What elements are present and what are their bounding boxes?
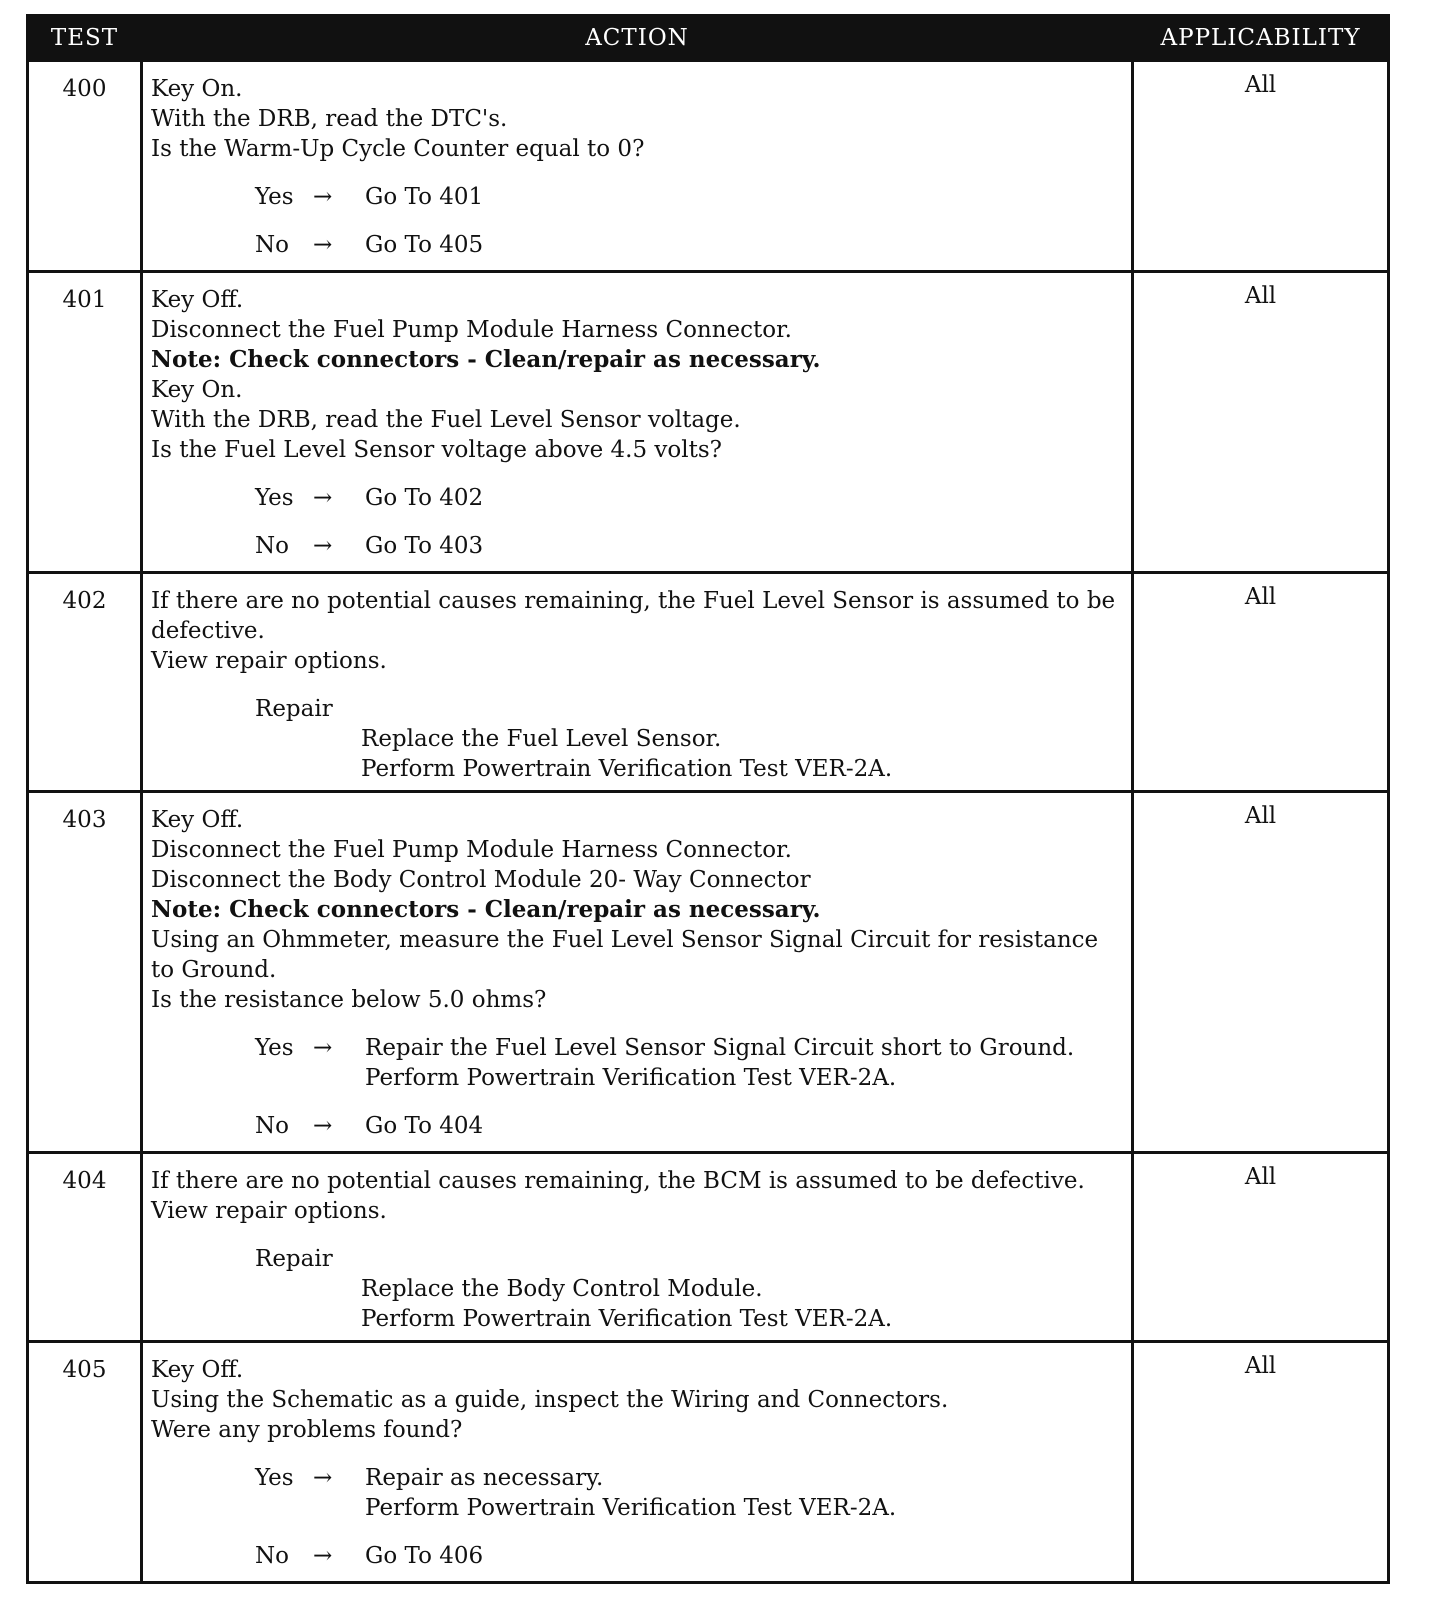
spacer: [151, 1015, 1123, 1033]
applicability-value: All: [1133, 61, 1389, 272]
repair-line: Perform Powertrain Verification Test VER-2A.: [361, 1306, 893, 1332]
action-line: View repair options.: [151, 1198, 387, 1224]
action-line: Is the Fuel Level Sensor voltage above 4.5 volts?: [151, 437, 722, 463]
action-line: Key Off.: [151, 1357, 244, 1383]
spacer: [151, 676, 1123, 694]
no-answer: [151, 1541, 1123, 1571]
yes-result-line: Repair the Fuel Level Sensor Signal Circuit short to Ground.: [365, 1035, 1075, 1061]
test-number: 403: [28, 792, 142, 1153]
arrow-icon: →: [313, 1035, 333, 1061]
arrow-icon: →: [313, 184, 333, 210]
yes-result-line: Go To 401: [365, 184, 484, 210]
action-cell: [142, 1342, 1133, 1583]
action-line: Is the Warm-Up Cycle Counter equal to 0?: [151, 136, 645, 162]
table-row: [28, 1153, 1389, 1342]
arrow-icon: →: [313, 1113, 333, 1139]
no-result-line: Go To 405: [365, 232, 484, 258]
test-procedure-sheet: [26, 14, 1387, 1584]
test-number: 404: [28, 1153, 142, 1342]
action-line: With the DRB, read the DTC's.: [151, 106, 508, 132]
action-line: If there are no potential causes remaining, the Fuel Level Sensor is assumed to be defective.: [151, 588, 1116, 644]
test-number: 400: [28, 61, 142, 272]
arrow-icon: →: [313, 1543, 333, 1569]
action-line: Disconnect the Fuel Pump Module Harness Connector.: [151, 317, 792, 343]
yes-result: [365, 182, 1123, 212]
no-answer: [151, 1111, 1123, 1141]
action-line: Disconnect the Fuel Pump Module Harness Connector.: [151, 837, 792, 863]
no-label: No: [255, 232, 289, 258]
yes-answer: [151, 182, 1123, 212]
no-result-line: Go To 404: [365, 1113, 484, 1139]
action-line: Key On.: [151, 76, 243, 102]
arrow-icon: →: [313, 1465, 333, 1491]
no-answer: [151, 230, 1123, 260]
repair-label: Repair: [255, 696, 333, 722]
action-line: Disconnect the Body Control Module 20- Way Connector: [151, 867, 811, 893]
action-line: Were any problems found?: [151, 1417, 463, 1443]
applicability-value: All: [1133, 1153, 1389, 1342]
yes-result-line: Repair as necessary.: [365, 1465, 604, 1491]
yes-answer: [151, 1033, 1123, 1093]
repair-line: Perform Powertrain Verification Test VER-2A.: [361, 756, 893, 782]
yes-label: Yes: [255, 1465, 294, 1491]
repair-line: Replace the Body Control Module.: [361, 1276, 763, 1302]
header-test: TEST: [28, 16, 142, 61]
table-row: [28, 272, 1389, 573]
yes-result-line: Perform Powertrain Verification Test VER-2A.: [365, 1495, 897, 1521]
test-number: 405: [28, 1342, 142, 1583]
spacer: [151, 1445, 1123, 1463]
applicability-value: All: [1133, 1342, 1389, 1583]
repair-label: Repair: [255, 1246, 333, 1272]
table-body: [28, 61, 1389, 1583]
no-label: No: [255, 533, 289, 559]
action-line: Key On.: [151, 377, 243, 403]
action-cell: [142, 272, 1133, 573]
no-result: [365, 1111, 1123, 1141]
action-line: Using an Ohmmeter, measure the Fuel Level Sensor Signal Circuit for resistance to Ground.: [151, 927, 1099, 983]
table-row: [28, 792, 1389, 1153]
action-line: If there are no potential causes remaining, the BCM is assumed to be defective.: [151, 1168, 1085, 1194]
yes-result-line: Go To 402: [365, 485, 484, 511]
arrow-icon: →: [313, 485, 333, 511]
no-label: No: [255, 1113, 289, 1139]
action-line: Key Off.: [151, 287, 244, 313]
header-row: [28, 16, 1389, 61]
yes-label: Yes: [255, 184, 294, 210]
spacer: [151, 465, 1123, 483]
yes-label: Yes: [255, 1035, 294, 1061]
header-action: ACTION: [142, 16, 1133, 61]
table-row: [28, 1342, 1389, 1583]
table-row: [28, 61, 1389, 272]
applicability-value: All: [1133, 272, 1389, 573]
arrow-icon: →: [313, 533, 333, 559]
action-cell: [142, 792, 1133, 1153]
yes-result: [365, 483, 1123, 513]
no-result: [365, 230, 1123, 260]
action-cell: [142, 1153, 1133, 1342]
no-result: [365, 1541, 1123, 1571]
applicability-value: All: [1133, 792, 1389, 1153]
repair-options: [151, 724, 1123, 784]
no-result: [365, 531, 1123, 561]
no-label: No: [255, 1543, 289, 1569]
diagnostic-test-table: [26, 14, 1390, 1584]
action-line: View repair options.: [151, 648, 387, 674]
action-cell: [142, 61, 1133, 272]
yes-label: Yes: [255, 485, 294, 511]
test-number: 401: [28, 272, 142, 573]
yes-result: [365, 1463, 1123, 1523]
action-line: Key Off.: [151, 807, 244, 833]
action-line: With the DRB, read the Fuel Level Sensor voltage.: [151, 407, 741, 433]
action-line: Using the Schematic as a guide, inspect the Wiring and Connectors.: [151, 1387, 949, 1413]
action-line: Is the resistance below 5.0 ohms?: [151, 987, 547, 1013]
repair-line: Replace the Fuel Level Sensor.: [361, 726, 722, 752]
note-line: Note: Check connectors - Clean/repair as necessary.: [151, 896, 821, 923]
note-line: Note: Check connectors - Clean/repair as necessary.: [151, 346, 821, 373]
test-number: 402: [28, 573, 142, 792]
no-result-line: Go To 406: [365, 1543, 484, 1569]
arrow-icon: →: [313, 232, 333, 258]
yes-answer: [151, 483, 1123, 513]
no-answer: [151, 531, 1123, 561]
applicability-value: All: [1133, 573, 1389, 792]
yes-result-line: Perform Powertrain Verification Test VER-2A.: [365, 1065, 897, 1091]
action-cell: [142, 573, 1133, 792]
spacer: [151, 1226, 1123, 1244]
no-result-line: Go To 403: [365, 533, 484, 559]
repair-options: [151, 1274, 1123, 1334]
yes-answer: [151, 1463, 1123, 1523]
spacer: [151, 164, 1123, 182]
header-applicability: APPLICABILITY: [1133, 16, 1389, 61]
yes-result: [365, 1033, 1123, 1093]
table-row: [28, 573, 1389, 792]
